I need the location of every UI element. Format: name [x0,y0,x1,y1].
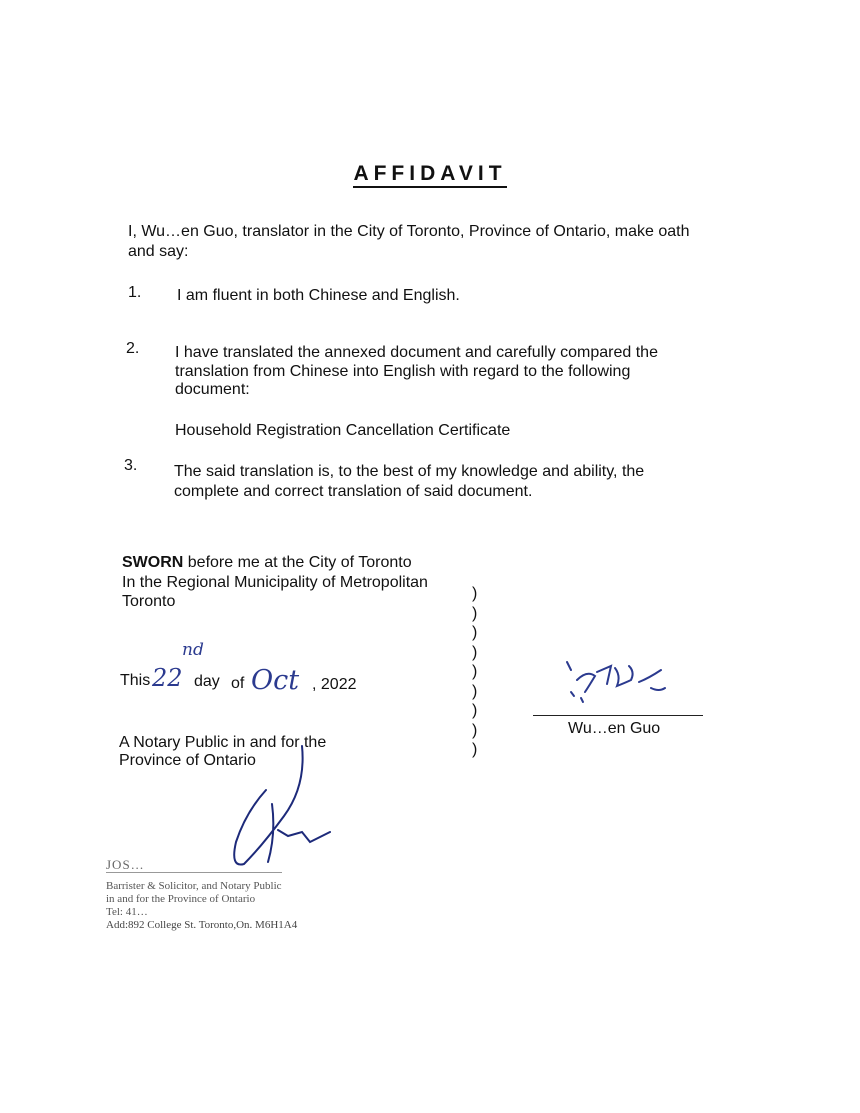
item-2-text-line-2: translation from Chinese into English with regard to the following [175,363,631,380]
date-of: of [231,675,245,692]
sworn-bold: SWORN [122,554,184,571]
deponent-signature [555,652,695,712]
sworn-line-3: Toronto [122,593,176,610]
handwritten-day: 22 [152,664,183,692]
item-3-text-line-2: complete and correct translation of said document. [174,483,533,500]
date-day: day [194,673,220,690]
document-title [0,162,860,186]
stamp-line-3: Tel: 41… [106,906,148,918]
intro-line-1: I, Wu…en Guo, translator in the City of Toronto, Province of Ontario, make oath [128,223,690,240]
date-year: , 2022 [312,676,357,693]
item-2-text-line-1: I have translated the annexed document and carefully compared the [175,344,658,361]
intro-line-2: and say: [128,243,189,260]
stamp-name: JOS… [106,857,145,872]
item-3-text-line-1: The said translation is, to the best of my knowledge and ability, the [174,463,645,480]
document-name: Household Registration Cancellation Certificate [175,422,511,439]
title-text: AFFIDAVIT [353,162,506,188]
deponent-name: Wu…en Guo [568,720,661,737]
item-3-number: 3. [124,457,138,474]
stamp-line-4: Add:892 College St. Toronto,On. M6H1A4 [106,919,298,931]
item-2-text-line-3: document: [175,381,250,398]
item-2-number: 2. [126,340,140,357]
stamp-line-2: in and for the Province of Ontario [106,893,256,905]
sworn-line-1 [122,553,412,572]
notary-line-1: A Notary Public in and for the [119,734,327,751]
stamp-line-1: Barrister & Solicitor, and Notary Public [106,880,282,892]
item-1-number: 1. [128,284,142,301]
sworn-line-2: In the Regional Municipality of Metropolitan [122,574,428,591]
notary-line-2: Province of Ontario [119,752,256,769]
bracket-column: ) ) ) ) ) ) ) ) ) [472,585,478,758]
handwritten-month: Oct [251,665,300,696]
stamp-line [106,872,282,873]
date-this: This [120,672,151,689]
item-1-text: I am fluent in both Chinese and English. [177,287,460,304]
sworn-line-1-rest: before me at the City of Toronto [183,554,412,571]
notary-signature [212,740,332,870]
handwritten-day-suffix: nd [182,640,204,660]
deponent-signature-line [533,715,703,716]
